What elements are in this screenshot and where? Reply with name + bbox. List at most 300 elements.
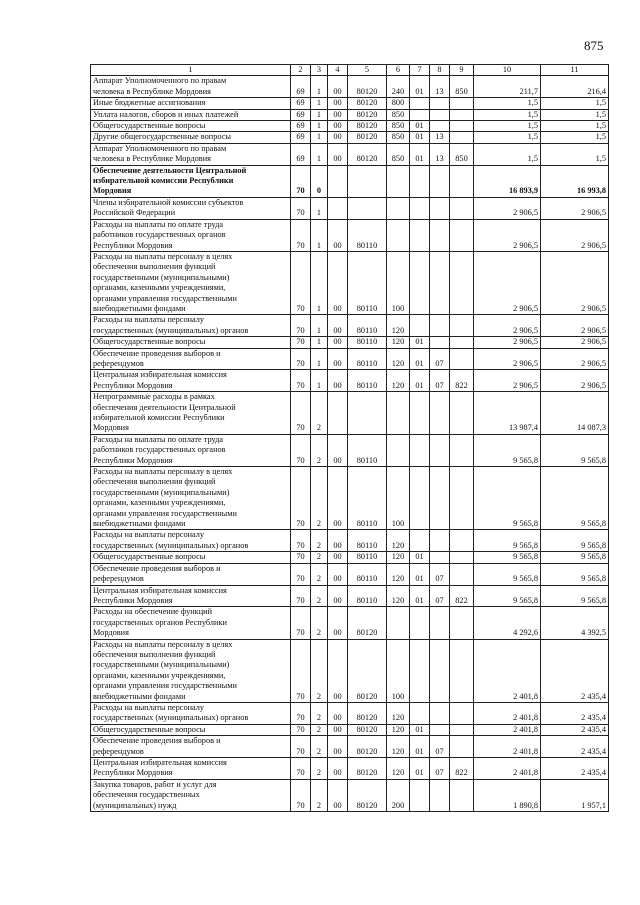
section-cell: 01: [410, 76, 430, 98]
amount-year-1-cell: 2 401,8: [474, 736, 541, 758]
subsection-cell: [430, 467, 450, 530]
ministry-code-cell: 70: [291, 702, 311, 724]
ministry-code-cell: 70: [291, 607, 311, 639]
program-code-cell: 1: [311, 76, 328, 98]
subsection-cell: 13: [430, 132, 450, 143]
direction-code-cell: 80120: [348, 702, 387, 724]
row-description: Общегосударственные вопросы: [91, 552, 291, 563]
section-cell: 01: [410, 337, 430, 348]
section-cell: [410, 702, 430, 724]
department-cell: 850: [450, 143, 474, 165]
expense-type-cell: 120: [387, 337, 410, 348]
subsection-cell: [430, 639, 450, 702]
direction-code-cell: 80120: [348, 143, 387, 165]
subprogram-code-cell: 00: [328, 736, 348, 758]
program-code-cell: 2: [311, 702, 328, 724]
subprogram-code-cell: 00: [328, 552, 348, 563]
program-code-cell: 1: [311, 121, 328, 132]
subsection-cell: [430, 315, 450, 337]
amount-year-2-cell: 2 906,5: [541, 251, 609, 314]
amount-year-1-cell: 2 401,8: [474, 724, 541, 735]
header-cell: 1: [91, 65, 291, 76]
section-cell: [410, 779, 430, 811]
ministry-code-cell: 70: [291, 315, 311, 337]
direction-code-cell: 80110: [348, 530, 387, 552]
expense-type-cell: 120: [387, 702, 410, 724]
amount-year-2-cell: 2 435,4: [541, 758, 609, 780]
subprogram-code-cell: 00: [328, 132, 348, 143]
program-code-cell: 1: [311, 315, 328, 337]
subprogram-code-cell: 00: [328, 315, 348, 337]
ministry-code-cell: 69: [291, 98, 311, 109]
direction-code-cell: 80110: [348, 315, 387, 337]
amount-year-2-cell: 14 087,3: [541, 392, 609, 435]
table-row: [91, 530, 609, 552]
row-description: Обеспечение проведения выборов и референдумов: [91, 563, 291, 585]
section-cell: [410, 467, 430, 530]
row-description: Обеспечение проведения выборов и референдумов: [91, 736, 291, 758]
section-cell: [410, 639, 430, 702]
header-cell: 9: [450, 65, 474, 76]
section-cell: 01: [410, 370, 430, 392]
subprogram-code-cell: 00: [328, 758, 348, 780]
ministry-code-cell: 69: [291, 121, 311, 132]
amount-year-1-cell: 1,5: [474, 143, 541, 165]
table-row: [91, 219, 609, 251]
subsection-cell: [430, 219, 450, 251]
expense-type-cell: [387, 165, 410, 197]
ministry-code-cell: 70: [291, 251, 311, 314]
subsection-cell: [430, 724, 450, 735]
ministry-code-cell: 70: [291, 552, 311, 563]
ministry-code-cell: 69: [291, 132, 311, 143]
amount-year-2-cell: 1,5: [541, 98, 609, 109]
department-cell: [450, 197, 474, 219]
program-code-cell: 2: [311, 724, 328, 735]
section-cell: 01: [410, 758, 430, 780]
amount-year-1-cell: 1,5: [474, 109, 541, 120]
direction-code-cell: [348, 165, 387, 197]
subsection-cell: 07: [430, 736, 450, 758]
amount-year-1-cell: 16 893,9: [474, 165, 541, 197]
header-cell: 6: [387, 65, 410, 76]
subsection-cell: [430, 434, 450, 466]
amount-year-2-cell: 9 565,8: [541, 467, 609, 530]
amount-year-2-cell: 9 565,8: [541, 552, 609, 563]
program-code-cell: 2: [311, 607, 328, 639]
department-cell: [450, 639, 474, 702]
program-code-cell: 1: [311, 98, 328, 109]
expense-type-cell: [387, 392, 410, 435]
direction-code-cell: 80110: [348, 563, 387, 585]
table-row: [91, 392, 609, 435]
amount-year-1-cell: 1,5: [474, 121, 541, 132]
subsection-cell: [430, 552, 450, 563]
expense-type-cell: 120: [387, 736, 410, 758]
ministry-code-cell: 69: [291, 143, 311, 165]
amount-year-2-cell: 2 906,5: [541, 219, 609, 251]
amount-year-1-cell: 1,5: [474, 132, 541, 143]
direction-code-cell: 80120: [348, 736, 387, 758]
expense-type-cell: 120: [387, 315, 410, 337]
subprogram-code-cell: 00: [328, 143, 348, 165]
section-cell: [410, 607, 430, 639]
department-cell: [450, 98, 474, 109]
section-cell: [410, 109, 430, 120]
amount-year-2-cell: 2 906,5: [541, 197, 609, 219]
ministry-code-cell: 70: [291, 219, 311, 251]
amount-year-2-cell: 2 435,4: [541, 639, 609, 702]
table-row: [91, 315, 609, 337]
subprogram-code-cell: 00: [328, 585, 348, 607]
subprogram-code-cell: 00: [328, 779, 348, 811]
subsection-cell: 13: [430, 76, 450, 98]
amount-year-2-cell: 9 565,8: [541, 530, 609, 552]
table-row: [91, 758, 609, 780]
expense-type-cell: 240: [387, 76, 410, 98]
section-cell: [410, 197, 430, 219]
row-description: Закупка товаров, работ и услуг для обеспечения государственных (муниципальных) нужд: [91, 779, 291, 811]
direction-code-cell: 80120: [348, 779, 387, 811]
direction-code-cell: 80110: [348, 370, 387, 392]
table-row: [91, 337, 609, 348]
row-description: Расходы на выплаты персоналу государственных (муниципальных) органов: [91, 702, 291, 724]
table-row: [91, 251, 609, 314]
expense-type-cell: 120: [387, 348, 410, 370]
amount-year-1-cell: 2 906,5: [474, 370, 541, 392]
department-cell: [450, 121, 474, 132]
section-cell: 01: [410, 552, 430, 563]
header-cell: 7: [410, 65, 430, 76]
table-row: [91, 702, 609, 724]
table-row: [91, 585, 609, 607]
header-row: [91, 65, 609, 76]
subprogram-code-cell: [328, 392, 348, 435]
program-code-cell: 1: [311, 143, 328, 165]
department-cell: [450, 165, 474, 197]
direction-code-cell: 80110: [348, 585, 387, 607]
subprogram-code-cell: 00: [328, 76, 348, 98]
table-row: [91, 348, 609, 370]
budget-table: [90, 64, 609, 812]
amount-year-1-cell: 2 906,5: [474, 348, 541, 370]
expense-type-cell: [387, 607, 410, 639]
amount-year-1-cell: 9 565,8: [474, 530, 541, 552]
table-row: [91, 563, 609, 585]
department-cell: [450, 251, 474, 314]
row-description: Другие общегосударственные вопросы: [91, 132, 291, 143]
row-description: Расходы на выплаты по оплате труда работников государственных органов Республики Мордовия: [91, 219, 291, 251]
amount-year-2-cell: 1,5: [541, 143, 609, 165]
department-cell: [450, 736, 474, 758]
department-cell: [450, 702, 474, 724]
row-description: Аппарат Уполномоченного по правам человека в Республике Мордовия: [91, 143, 291, 165]
subsection-cell: [430, 607, 450, 639]
program-code-cell: 2: [311, 434, 328, 466]
amount-year-1-cell: 13 987,4: [474, 392, 541, 435]
row-description: Иные бюджетные ассигнования: [91, 98, 291, 109]
subprogram-code-cell: 00: [328, 434, 348, 466]
section-cell: [410, 98, 430, 109]
section-cell: [410, 165, 430, 197]
row-description: Уплата налогов, сборов и иных платежей: [91, 109, 291, 120]
amount-year-2-cell: 216,4: [541, 76, 609, 98]
row-description: Обеспечение деятельности Центральной избирательной комиссии Республики Мордовия: [91, 165, 291, 197]
ministry-code-cell: 70: [291, 434, 311, 466]
subprogram-code-cell: 00: [328, 607, 348, 639]
amount-year-2-cell: 1,5: [541, 132, 609, 143]
expense-type-cell: 850: [387, 143, 410, 165]
direction-code-cell: 80120: [348, 109, 387, 120]
subprogram-code-cell: 00: [328, 563, 348, 585]
amount-year-1-cell: 1 890,8: [474, 779, 541, 811]
program-code-cell: 2: [311, 639, 328, 702]
direction-code-cell: [348, 392, 387, 435]
subsection-cell: 07: [430, 563, 450, 585]
expense-type-cell: [387, 434, 410, 466]
ministry-code-cell: 70: [291, 348, 311, 370]
program-code-cell: 2: [311, 552, 328, 563]
amount-year-1-cell: 2 906,5: [474, 197, 541, 219]
direction-code-cell: 80110: [348, 467, 387, 530]
expense-type-cell: 800: [387, 98, 410, 109]
ministry-code-cell: 70: [291, 337, 311, 348]
ministry-code-cell: 70: [291, 370, 311, 392]
section-cell: 01: [410, 724, 430, 735]
table-row: [91, 109, 609, 120]
row-description: Расходы на выплаты персоналу государственных (муниципальных) органов: [91, 315, 291, 337]
expense-type-cell: 120: [387, 585, 410, 607]
amount-year-1-cell: 9 565,8: [474, 467, 541, 530]
row-description: Центральная избирательная комиссия Республики Мордовия: [91, 585, 291, 607]
amount-year-2-cell: 2 435,4: [541, 736, 609, 758]
program-code-cell: 1: [311, 337, 328, 348]
section-cell: [410, 434, 430, 466]
ministry-code-cell: 70: [291, 585, 311, 607]
direction-code-cell: 80110: [348, 337, 387, 348]
subsection-cell: 07: [430, 370, 450, 392]
amount-year-1-cell: 2 906,5: [474, 337, 541, 348]
direction-code-cell: 80120: [348, 98, 387, 109]
department-cell: [450, 434, 474, 466]
subprogram-code-cell: [328, 197, 348, 219]
program-code-cell: 2: [311, 530, 328, 552]
direction-code-cell: 80110: [348, 219, 387, 251]
direction-code-cell: 80120: [348, 724, 387, 735]
expense-type-cell: 850: [387, 109, 410, 120]
row-description: Расходы на выплаты персоналу в целях обеспечения выполнения функций государственными (муниципальными) органами, казенными учреждениями, органами управления государственными внебюджетными фондами: [91, 251, 291, 314]
department-cell: [450, 563, 474, 585]
program-code-cell: 2: [311, 779, 328, 811]
subsection-cell: [430, 121, 450, 132]
amount-year-1-cell: 9 565,8: [474, 585, 541, 607]
program-code-cell: 1: [311, 370, 328, 392]
row-description: Расходы на выплаты по оплате труда работников государственных органов Республики Мордовия: [91, 434, 291, 466]
table-row: [91, 779, 609, 811]
program-code-cell: 2: [311, 467, 328, 530]
row-description: Расходы на обеспечение функций государственных органов Республики Мордовия: [91, 607, 291, 639]
table-row: [91, 76, 609, 98]
subsection-cell: [430, 251, 450, 314]
row-description: Аппарат Уполномоченного по правам человека в Республике Мордовия: [91, 76, 291, 98]
table-row: [91, 98, 609, 109]
program-code-cell: 1: [311, 132, 328, 143]
subsection-cell: [430, 98, 450, 109]
direction-code-cell: 80120: [348, 121, 387, 132]
ministry-code-cell: 70: [291, 779, 311, 811]
row-description: Центральная избирательная комиссия Республики Мордовия: [91, 370, 291, 392]
expense-type-cell: 100: [387, 251, 410, 314]
subprogram-code-cell: 00: [328, 109, 348, 120]
direction-code-cell: 80120: [348, 76, 387, 98]
amount-year-1-cell: 1,5: [474, 98, 541, 109]
expense-type-cell: 850: [387, 121, 410, 132]
expense-type-cell: 120: [387, 563, 410, 585]
expense-type-cell: 120: [387, 530, 410, 552]
row-description: Расходы на выплаты персоналу государственных (муниципальных) органов: [91, 530, 291, 552]
program-code-cell: 2: [311, 758, 328, 780]
header-cell: 11: [541, 65, 609, 76]
expense-type-cell: 120: [387, 724, 410, 735]
department-cell: [450, 467, 474, 530]
department-cell: 822: [450, 585, 474, 607]
amount-year-1-cell: 2 906,5: [474, 251, 541, 314]
subsection-cell: [430, 779, 450, 811]
section-cell: [410, 219, 430, 251]
expense-type-cell: [387, 197, 410, 219]
subsection-cell: [430, 530, 450, 552]
amount-year-1-cell: 9 565,8: [474, 563, 541, 585]
subsection-cell: 07: [430, 348, 450, 370]
subsection-cell: [430, 109, 450, 120]
table-row: [91, 132, 609, 143]
program-code-cell: 1: [311, 219, 328, 251]
ministry-code-cell: 70: [291, 467, 311, 530]
page-number: 875: [584, 38, 604, 53]
program-code-cell: 2: [311, 563, 328, 585]
department-cell: [450, 348, 474, 370]
expense-type-cell: 120: [387, 552, 410, 563]
subprogram-code-cell: 00: [328, 251, 348, 314]
header-cell: 4: [328, 65, 348, 76]
department-cell: [450, 392, 474, 435]
header-cell: 3: [311, 65, 328, 76]
expense-type-cell: 120: [387, 370, 410, 392]
subsection-cell: 07: [430, 758, 450, 780]
amount-year-2-cell: 2 906,5: [541, 370, 609, 392]
expense-type-cell: 200: [387, 779, 410, 811]
expense-type-cell: 850: [387, 132, 410, 143]
expense-type-cell: 120: [387, 758, 410, 780]
table-row: [91, 434, 609, 466]
expense-type-cell: 100: [387, 639, 410, 702]
row-description: Общегосударственные вопросы: [91, 121, 291, 132]
section-cell: [410, 251, 430, 314]
section-cell: 01: [410, 736, 430, 758]
expense-type-cell: [387, 219, 410, 251]
subprogram-code-cell: 00: [328, 348, 348, 370]
ministry-code-cell: 70: [291, 392, 311, 435]
program-code-cell: 1: [311, 197, 328, 219]
amount-year-2-cell: 9 565,8: [541, 563, 609, 585]
row-description: Общегосударственные вопросы: [91, 724, 291, 735]
amount-year-2-cell: 2 906,5: [541, 337, 609, 348]
amount-year-2-cell: 9 565,8: [541, 585, 609, 607]
table-row: [91, 552, 609, 563]
section-cell: [410, 315, 430, 337]
section-cell: 01: [410, 563, 430, 585]
amount-year-2-cell: 2 906,5: [541, 348, 609, 370]
subprogram-code-cell: 00: [328, 702, 348, 724]
direction-code-cell: [348, 197, 387, 219]
direction-code-cell: 80110: [348, 348, 387, 370]
ministry-code-cell: 70: [291, 736, 311, 758]
ministry-code-cell: 69: [291, 109, 311, 120]
department-cell: [450, 337, 474, 348]
department-cell: [450, 530, 474, 552]
header-cell: 5: [348, 65, 387, 76]
amount-year-1-cell: 9 565,8: [474, 552, 541, 563]
table-row: [91, 467, 609, 530]
program-code-cell: 1: [311, 251, 328, 314]
amount-year-2-cell: 2 906,5: [541, 315, 609, 337]
subprogram-code-cell: 00: [328, 98, 348, 109]
table-row: [91, 165, 609, 197]
table-row: [91, 607, 609, 639]
department-cell: [450, 315, 474, 337]
ministry-code-cell: 69: [291, 76, 311, 98]
ministry-code-cell: 70: [291, 197, 311, 219]
amount-year-1-cell: 2 906,5: [474, 219, 541, 251]
subprogram-code-cell: 00: [328, 219, 348, 251]
amount-year-1-cell: 4 292,6: [474, 607, 541, 639]
direction-code-cell: 80120: [348, 132, 387, 143]
direction-code-cell: 80120: [348, 758, 387, 780]
amount-year-1-cell: 211,7: [474, 76, 541, 98]
header-cell: 2: [291, 65, 311, 76]
amount-year-2-cell: 1,5: [541, 109, 609, 120]
row-description: Расходы на выплаты персоналу в целях обеспечения выполнения функций государственными (муниципальными) органами, казенными учреждениями, органами управления государственными внебюджетными фондами: [91, 467, 291, 530]
subsection-cell: [430, 165, 450, 197]
amount-year-2-cell: 16 993,8: [541, 165, 609, 197]
amount-year-2-cell: 4 392,5: [541, 607, 609, 639]
direction-code-cell: 80110: [348, 434, 387, 466]
subsection-cell: 13: [430, 143, 450, 165]
row-description: Непрограммные расходы в рамках обеспечения деятельности Центральной избирательной комиссии Республики Мордовия: [91, 392, 291, 435]
ministry-code-cell: 70: [291, 724, 311, 735]
ministry-code-cell: 70: [291, 165, 311, 197]
ministry-code-cell: 70: [291, 530, 311, 552]
program-code-cell: 2: [311, 585, 328, 607]
department-cell: 850: [450, 76, 474, 98]
amount-year-2-cell: 2 435,4: [541, 724, 609, 735]
department-cell: 822: [450, 758, 474, 780]
table-row: [91, 370, 609, 392]
direction-code-cell: 80110: [348, 251, 387, 314]
department-cell: [450, 607, 474, 639]
amount-year-2-cell: 1,5: [541, 121, 609, 132]
table-row: [91, 724, 609, 735]
ministry-code-cell: 70: [291, 563, 311, 585]
department-cell: [450, 724, 474, 735]
direction-code-cell: 80120: [348, 639, 387, 702]
section-cell: 01: [410, 585, 430, 607]
row-description: Расходы на выплаты персоналу в целях обеспечения выполнения функций государственными (муниципальными) органами, казенными учреждениями, органами управления государственными внебюджетными фондами: [91, 639, 291, 702]
program-code-cell: 2: [311, 392, 328, 435]
header-cell: 8: [430, 65, 450, 76]
department-cell: 822: [450, 370, 474, 392]
program-code-cell: 1: [311, 109, 328, 120]
